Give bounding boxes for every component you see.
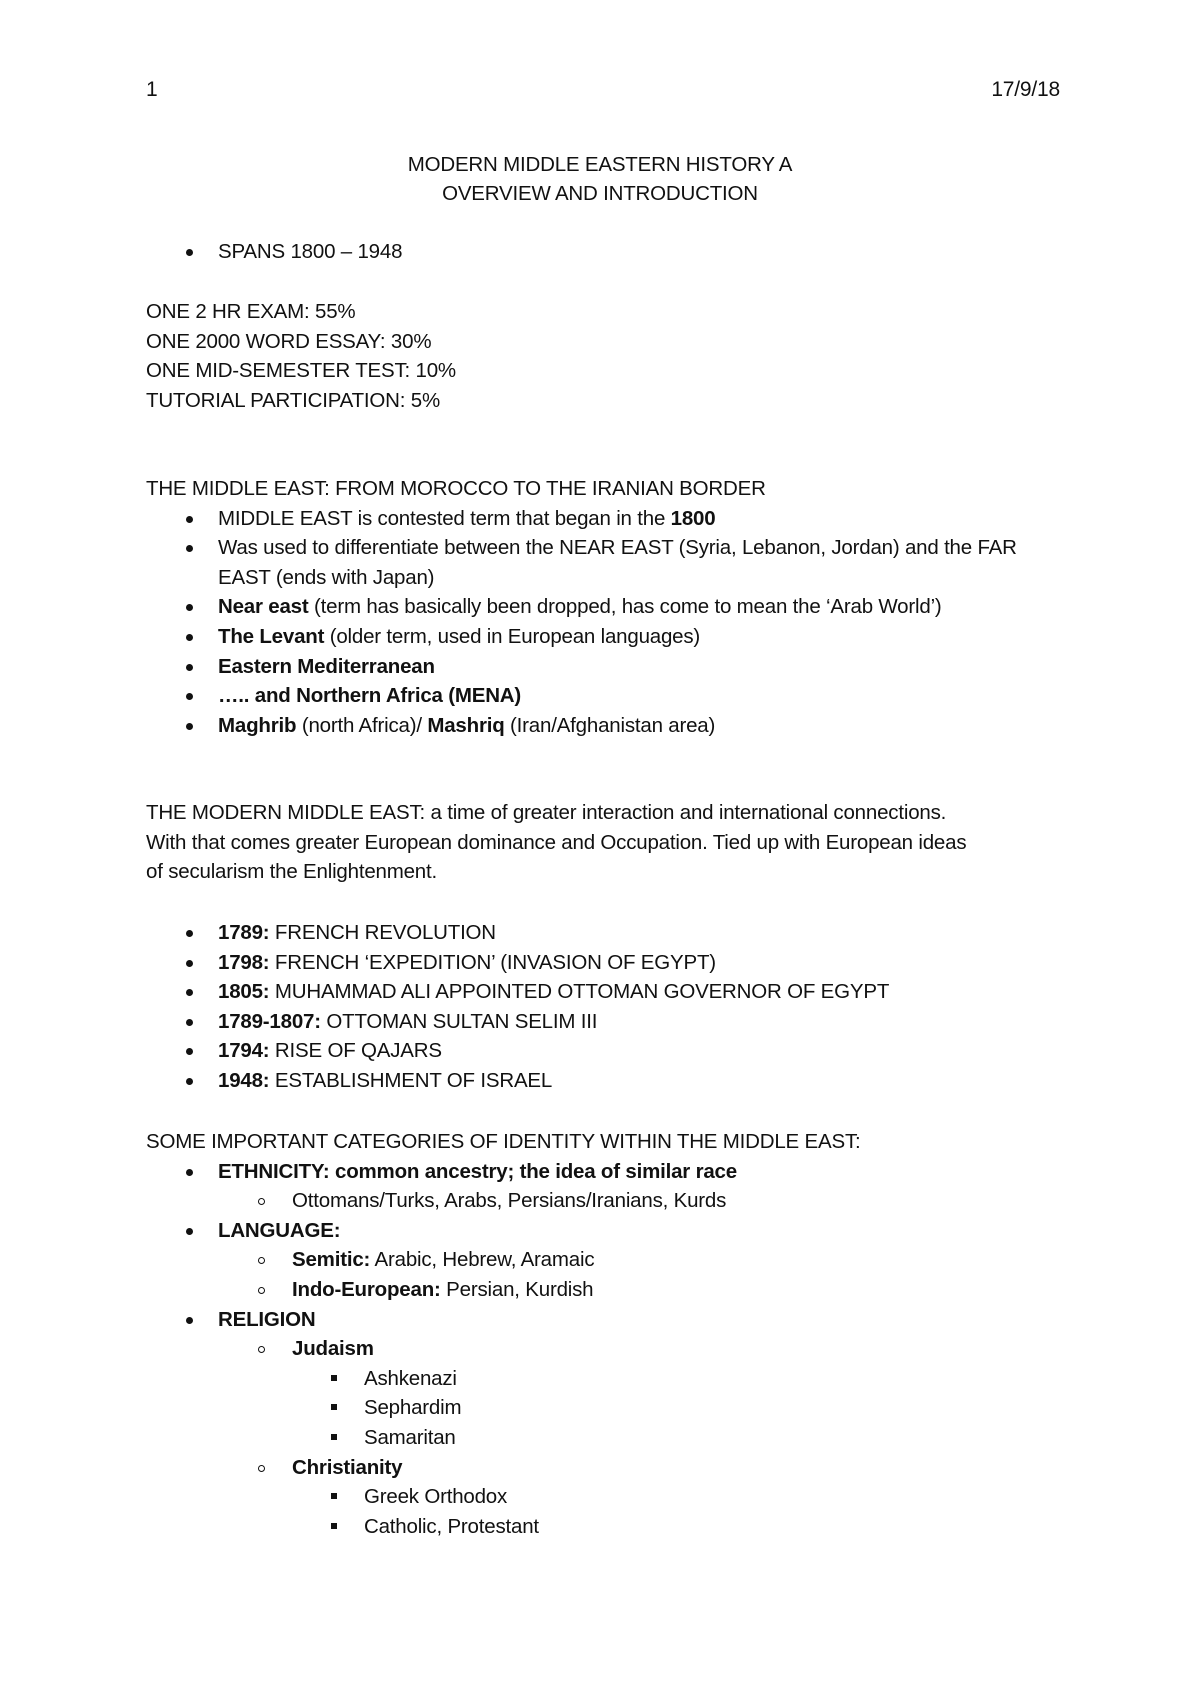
timeline-event: MUHAMMAD ALI APPOINTED OTTOMAN GOVERNOR OF EGYPT xyxy=(269,980,890,1004)
assessment-exam: ONE 2 HR EXAM: 55% xyxy=(146,300,356,323)
bullet-bold: 1800 xyxy=(670,506,716,530)
timeline-year: 1798: xyxy=(218,950,270,974)
title-line-1: MODERN MIDDLE EASTERN HISTORY A xyxy=(407,153,793,176)
timeline-list xyxy=(146,918,1066,1096)
middle-east-heading: THE MIDDLE EAST: FROM MOROCCO TO THE IRANIAN BORDER xyxy=(146,477,766,500)
bullet-text: (Iran/Afghanistan area) xyxy=(504,713,716,737)
bullet-contested-term xyxy=(146,504,1066,534)
bullet-text: (older term, used in European languages) xyxy=(324,624,701,648)
identity-section xyxy=(146,1127,1066,1541)
timeline-year: 1948: xyxy=(218,1068,270,1092)
page-number: 1 xyxy=(146,78,158,101)
sub-label: Indo-European: xyxy=(292,1277,441,1301)
sub-label: Semitic: xyxy=(292,1248,371,1272)
religion-christianity: Christianity xyxy=(146,1453,1066,1483)
timeline-event: OTTOMAN SULTAN SELIM III xyxy=(320,1009,598,1033)
timeline-event: FRENCH ‘EXPEDITION’ (INVASION OF EGYPT) xyxy=(269,950,716,974)
judaism-item: Samaritan xyxy=(146,1423,1066,1453)
paragraph-line: With that comes greater European dominance and Occupation. Tied up with European ideas xyxy=(146,830,967,854)
timeline-year: 1789-1807: xyxy=(218,1009,321,1033)
ethnicity-sub-item: Ottomans/Turks, Arabs, Persians/Iranians, Kurds xyxy=(146,1186,1066,1216)
judaism-item: Ashkenazi xyxy=(146,1364,1066,1394)
bullet-eastern-mediterranean: Eastern Mediterranean xyxy=(146,652,1066,682)
bullet-text: MIDDLE EAST is contested term that began in the xyxy=(218,506,671,530)
middle-east-section xyxy=(146,474,1066,740)
christianity-item: Greek Orthodox xyxy=(146,1482,1066,1512)
religion-item: RELIGION xyxy=(146,1305,1066,1335)
timeline-year: 1805: xyxy=(218,980,270,1004)
spans-section xyxy=(146,237,1066,267)
identity-heading: SOME IMPORTANT CATEGORIES OF IDENTITY WITHIN THE MIDDLE EAST: xyxy=(146,1130,861,1153)
document-title xyxy=(0,150,1200,208)
assessment-essay: ONE 2000 WORD ESSAY: 30% xyxy=(146,329,432,353)
language-item: LANGUAGE: xyxy=(146,1216,1066,1246)
document-date: 17/9/18 xyxy=(991,78,1060,101)
sub-text: Arabic, Hebrew, Aramaic xyxy=(370,1248,595,1272)
bullet-near-east xyxy=(146,592,1066,622)
timeline-item xyxy=(146,1007,1066,1037)
sub-text: Persian, Kurdish xyxy=(440,1277,594,1301)
religion-judaism: Judaism xyxy=(146,1334,1066,1364)
bullet-text: (north Africa)/ xyxy=(296,713,428,737)
timeline-item xyxy=(146,948,1066,978)
assessment-test: ONE MID-SEMESTER TEST: 10% xyxy=(146,359,456,383)
paragraph-line: THE MODERN MIDDLE EAST: a time of greater interaction and international connections. xyxy=(146,801,947,824)
bullet-bold: Mashriq xyxy=(427,713,505,737)
assessment-list xyxy=(146,297,1066,415)
language-semitic xyxy=(146,1245,1066,1275)
bullet-mena: ….. and Northern Africa (MENA) xyxy=(146,681,1066,711)
spans-item: SPANS 1800 – 1948 xyxy=(146,237,1066,267)
timeline-event: ESTABLISHMENT OF ISRAEL xyxy=(269,1068,553,1092)
language-indo-european xyxy=(146,1275,1066,1305)
timeline-item xyxy=(146,918,1066,948)
timeline-item xyxy=(146,1066,1066,1096)
assessment-tutorial: TUTORIAL PARTICIPATION: 5% xyxy=(146,388,441,412)
timeline-item xyxy=(146,1036,1066,1066)
paragraph-line: of secularism the Enlightenment. xyxy=(146,860,438,884)
bullet-bold: The Levant xyxy=(218,624,325,648)
modern-middle-east-paragraph xyxy=(146,798,1066,887)
bullet-bold: Near east xyxy=(218,595,309,619)
bullet-near-far-east: Was used to differentiate between the NEAR EAST (Syria, Lebanon, Jordan) and the FAR EAST (ends with Japan) xyxy=(146,533,1066,592)
timeline-item xyxy=(146,977,1066,1007)
timeline-year: 1794: xyxy=(218,1039,270,1063)
bullet-text: (term has basically been dropped, has come to mean the ‘Arab World’) xyxy=(308,595,942,619)
bullet-levant xyxy=(146,622,1066,652)
bullet-bold: Maghrib xyxy=(218,713,297,737)
christianity-item: Catholic, Protestant xyxy=(146,1512,1066,1542)
bullet-maghrib-mashriq xyxy=(146,711,1066,741)
timeline-year: 1789: xyxy=(218,921,270,944)
title-line-2: OVERVIEW AND INTRODUCTION xyxy=(442,182,758,205)
judaism-item: Sephardim xyxy=(146,1393,1066,1423)
ethnicity-item: ETHNICITY: common ancestry; the idea of similar race xyxy=(146,1157,1066,1187)
timeline-event: RISE OF QAJARS xyxy=(269,1039,442,1063)
timeline-event: FRENCH REVOLUTION xyxy=(269,921,496,944)
